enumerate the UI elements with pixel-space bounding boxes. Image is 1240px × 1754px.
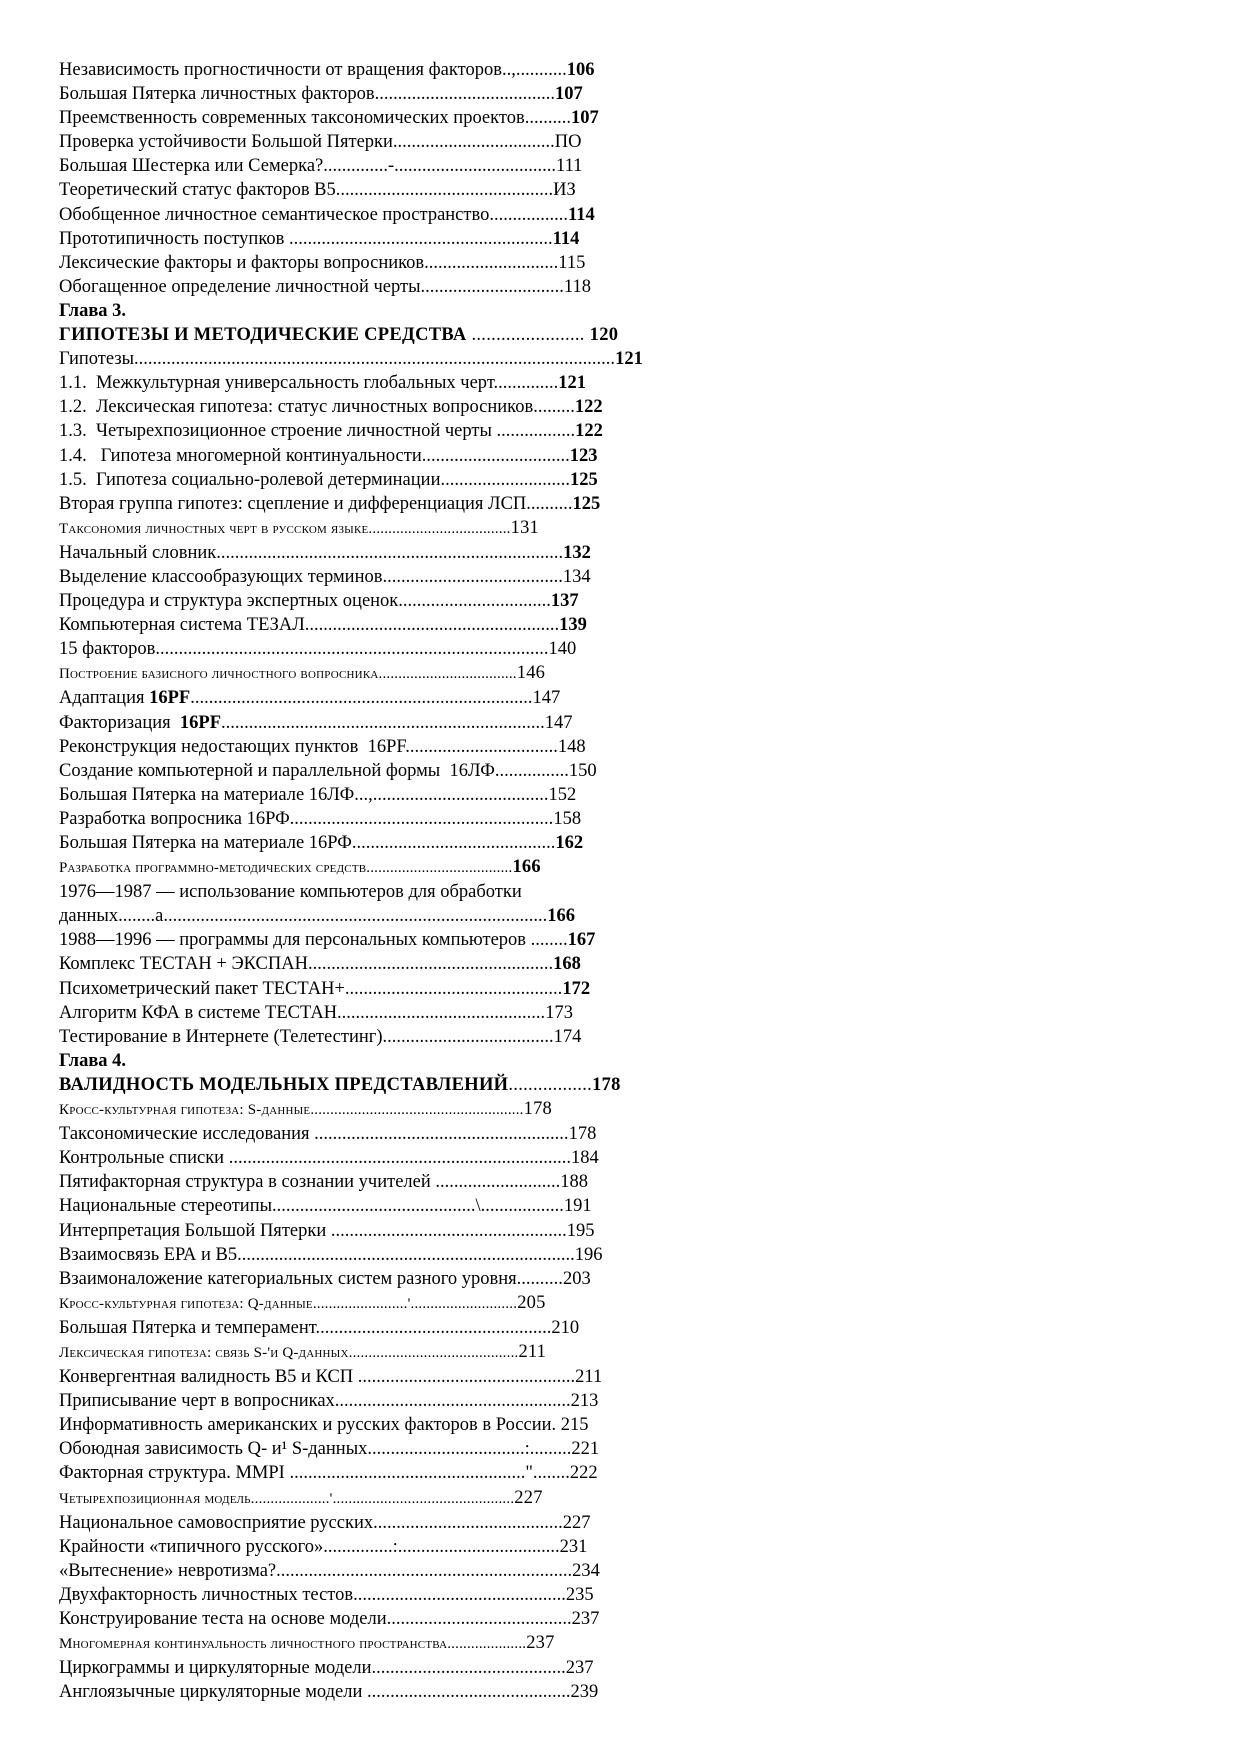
toc-entry: [59, 227, 1179, 251]
toc-entry: [59, 1535, 1179, 1559]
toc-entry: [59, 1025, 1179, 1049]
page-number: 188: [560, 1172, 588, 1193]
toc-entry: [59, 1267, 1179, 1291]
toc-entry-text: Циркограммы и циркуляторные модели..........................................: [59, 1658, 566, 1679]
page-number: 211: [518, 1341, 547, 1362]
page-number: 148: [557, 736, 586, 757]
table-of-contents: [59, 58, 1179, 1704]
toc-entry-text: Выделение классообразующих терминов.......................................: [59, 566, 563, 587]
toc-entry-text: Национальное самовосприятие русских.........................................: [59, 1512, 563, 1533]
page-number: 134: [562, 566, 591, 587]
toc-entry: [59, 1680, 1179, 1704]
toc-entry-text: Гипотезы........................................................................................................: [59, 349, 616, 370]
toc-entry: [59, 1001, 1179, 1025]
toc-entry: [59, 154, 1179, 178]
toc-entry: [59, 952, 1179, 976]
toc-entry: [59, 1607, 1179, 1631]
toc-entry-text: Лексические факторы и факторы вопросников.............................: [59, 252, 559, 273]
toc-entry: [59, 1291, 1179, 1316]
toc-entry-label: Адаптация: [59, 688, 150, 709]
toc-entry-text: Большая Пятерка и темперамент...................................................: [59, 1317, 552, 1338]
page-number: 152: [548, 784, 577, 805]
toc-entry: [59, 1122, 1179, 1146]
page-number: 234: [572, 1560, 600, 1581]
toc-entry-text: Двухфакторность личностных тестов..............................................: [59, 1584, 566, 1605]
page-number: 235: [565, 1584, 594, 1605]
page-number: 178: [568, 1124, 597, 1145]
toc-entry: [59, 565, 1179, 589]
toc-entry: [59, 1511, 1179, 1535]
page-number: 137: [550, 591, 579, 612]
page-number: 215: [560, 1415, 589, 1436]
toc-entry-text: Лексическая гипотеза: связь S-'и Q-данных...........................................: [59, 1344, 519, 1361]
toc-entry: [59, 1461, 1179, 1485]
toc-entry-text: 15 факторов.....................................................................................: [59, 639, 549, 660]
toc-entry: [59, 275, 1179, 299]
toc-entry: [59, 1413, 1179, 1437]
toc-entry-text: Психометрический пакет ТЕСТАН+...............................................: [59, 978, 563, 999]
page-number: ПО: [554, 132, 582, 153]
chapter-title: [59, 323, 1179, 347]
page-number: 162: [555, 833, 584, 853]
toc-entry: [59, 831, 1179, 855]
page-number: 178: [523, 1099, 552, 1120]
toc-entry: [59, 492, 1179, 516]
chapter-title: [59, 1073, 1179, 1097]
toc-entry: [59, 371, 1179, 395]
toc-entry: [59, 1340, 1179, 1365]
toc-entry: [59, 589, 1179, 613]
toc-entry: [59, 855, 1179, 880]
toc-entry-text: Обоюдная зависимость Q- и¹ S-данных..................................:.........: [59, 1439, 572, 1460]
chapter-heading: Глава 3.: [59, 300, 127, 321]
toc-entry-text: Независимость прогностичности от вращения факторов..,...........: [59, 60, 567, 80]
toc-entry-text: Взаимосвязь ЕРА и В5.........................................................................: [59, 1244, 575, 1265]
page-number: 147: [544, 712, 573, 733]
page-number: 166: [512, 857, 541, 878]
page-number: 172: [562, 978, 591, 999]
toc-entry: [59, 977, 1179, 1001]
toc-entry-text: Четырехпозиционная модель....................'..............................................: [59, 1490, 515, 1507]
page-number: 140: [548, 639, 577, 660]
toc-entry-text: Реконструкция недостающих пунктов 16PF.................................: [59, 736, 558, 757]
page-number: 123: [569, 445, 598, 466]
page-number: 121: [615, 349, 643, 370]
toc-entry-text: Начальный словник...........................................................................: [59, 542, 564, 563]
toc-entry-bold-label: 16PF: [179, 712, 222, 733]
toc-entry-text: данных........а...................................................................................: [59, 906, 548, 927]
toc-entry: [59, 1437, 1179, 1461]
toc-entry: [59, 1170, 1179, 1194]
toc-entry-bold-label: 16PF: [149, 688, 191, 709]
toc-entry-text: Обобщенное личностное семантическое пространство.................: [59, 204, 568, 225]
toc-entry: [59, 613, 1179, 637]
page-number: 196: [574, 1244, 603, 1265]
page-number: 115: [558, 252, 586, 273]
toc-entry: [59, 759, 1179, 783]
page-number: 132: [563, 542, 591, 563]
page-number: 166: [547, 906, 575, 927]
page-number: 114: [552, 228, 580, 249]
toc-entry-text: Проверка устойчивости Большой Пятерки...................................: [59, 132, 555, 153]
toc-entry: 1976—1987 — использование компьютеров для обработки: [59, 882, 522, 903]
toc-entry: [59, 130, 1179, 154]
page-number: 195: [566, 1220, 595, 1241]
toc-entry-text: Конструирование теста на основе модели........................................: [59, 1609, 572, 1629]
toc-entry: [59, 541, 1179, 565]
toc-entry: [59, 1243, 1179, 1267]
toc-entry: [59, 1219, 1179, 1243]
toc-entry-text: 1.4. Гипотеза многомерной континуальности................................: [59, 445, 570, 466]
toc-entry: [59, 1559, 1179, 1583]
toc-entry: [59, 1316, 1179, 1340]
toc-entry: [59, 1365, 1179, 1389]
page-number: 118: [563, 276, 591, 297]
toc-entry-text: Большая Шестерка или Семерка?..............-...................................: [59, 156, 557, 177]
page-number: 210: [551, 1317, 580, 1338]
toc-entry: [59, 106, 1179, 130]
toc-entry-text: 1.5. Гипотеза социально-ролевой детерминации............................: [59, 469, 570, 490]
toc-entry: [59, 928, 1179, 952]
page-number: 122: [575, 421, 603, 442]
toc-entry: [59, 82, 1179, 106]
chapter-title-text: ВАЛИДНОСТЬ МОДЕЛЬНЫХ ПРЕДСТАВЛЕНИЙ: [59, 1074, 509, 1095]
toc-entry-text: Разработка программно-методических средств.....................................: [59, 860, 513, 877]
toc-entry-text: Пятифакторная структура в сознании учителей ...........................: [59, 1172, 561, 1193]
toc-entry-text: Теоретический статус факторов В5...............................................: [59, 180, 554, 201]
toc-entry: [59, 1486, 1179, 1511]
toc-entry-text: Процедура и структура экспертных оценок.................................: [59, 591, 551, 612]
page-number: 168: [553, 954, 581, 975]
toc-entry-text: Создание компьютерной и параллельной формы 16ЛФ................: [59, 760, 569, 781]
page-number: 237: [526, 1633, 555, 1654]
toc-entry: [59, 1146, 1179, 1170]
leader-dots: .......................: [466, 325, 585, 346]
toc-entry-text: Взаимоналожение категориальных систем разного уровня..........: [59, 1268, 563, 1289]
toc-entry: [59, 178, 1179, 202]
page-number: 222: [569, 1463, 598, 1484]
page-number: 184: [570, 1148, 599, 1169]
toc-entry-text: Комплекс ТЕСТАН + ЭКСПАН.....................................................: [59, 954, 554, 975]
page-number: 167: [567, 930, 596, 951]
toc-entry-text: 1.3. Четырехпозиционное строение личностной черты .................: [59, 421, 576, 442]
toc-entry-text: 1988—1996 — программы для персональных компьютеров ........: [59, 930, 568, 951]
toc-entry: [59, 904, 1179, 928]
page-number: 139: [559, 615, 587, 636]
page-number: 203: [562, 1268, 591, 1289]
page-number: 211: [575, 1367, 603, 1388]
toc-entry: [59, 661, 1179, 686]
toc-entry: [59, 1097, 1179, 1122]
page-number: 121: [558, 373, 587, 394]
page-number: 150: [568, 760, 597, 781]
toc-entry: [59, 637, 1179, 661]
page-number: 158: [553, 808, 582, 829]
toc-entry-text: Кросс-культурная гипотеза: S-данные......................................................: [59, 1102, 524, 1119]
toc-entry: [59, 1583, 1179, 1607]
toc-entry: [59, 444, 1179, 468]
page-number: 178: [592, 1074, 621, 1095]
toc-entry-text: Построение базисного личностного вопросника...................................: [59, 666, 517, 683]
toc-entry: [59, 516, 1179, 541]
toc-entry-text: ..........................................................................: [190, 688, 533, 709]
page-number: 213: [570, 1391, 599, 1412]
page-number: 173: [545, 1002, 573, 1023]
toc-entry-text: Факторная структура. MMPI ..................................................."........: [59, 1463, 570, 1484]
toc-entry: [59, 1631, 1179, 1656]
page-number: 125: [572, 493, 601, 514]
page-number: 146: [516, 663, 546, 684]
toc-entry-text: Алгоритм КФА в системе ТЕСТАН.............................................: [59, 1002, 546, 1023]
page-number: 237: [565, 1658, 594, 1679]
leader-dots: .................: [508, 1074, 593, 1095]
page-number: 106: [566, 60, 595, 80]
toc-entry-text: Таксономия личностных черт в русском языке....................................: [59, 520, 511, 537]
toc-entry-text: Большая Пятерка на материале 16РФ............................................: [59, 833, 556, 853]
toc-entry-text: Прототипичность поступков .........................................................: [59, 228, 553, 249]
page-number: 227: [514, 1487, 543, 1508]
page-number: 231: [559, 1536, 588, 1557]
page-number: 205: [517, 1292, 546, 1313]
toc-entry-text: «Вытеснение» невротизма?................................................................: [59, 1560, 573, 1581]
toc-entry-text: Таксономические исследования .......................................................: [59, 1124, 569, 1145]
page-number: 221: [571, 1439, 600, 1460]
toc-entry-text: Кросс-культурная гипотеза: Q-данные........................'...........................: [59, 1295, 518, 1312]
toc-entry: [59, 735, 1179, 759]
toc-entry-text: Обогащенное определение личностной черты...............................: [59, 276, 564, 297]
page-number: 237: [571, 1609, 600, 1629]
toc-entry: [59, 686, 1179, 710]
page-number: 191: [563, 1196, 592, 1217]
page-number: 111: [556, 156, 583, 177]
toc-entry-text: Крайности «типичного русского»...............:...................................: [59, 1536, 560, 1557]
page-number: 227: [562, 1512, 591, 1533]
toc-entry: [59, 783, 1179, 807]
page-number: ИЗ: [553, 180, 576, 201]
toc-entry-text: Вторая группа гипотез: сцепление и дифференциация ЛСП..........: [59, 493, 573, 514]
toc-entry: [59, 1389, 1179, 1413]
toc-entry-text: Преемственность современных таксономических проектов..........: [59, 108, 571, 129]
toc-entry: [59, 347, 1179, 371]
toc-entry-text: Контрольные списки ..........................................................................: [59, 1148, 571, 1169]
toc-entry-text: 1.1. Межкультурная универсальность глобальных черт..............: [59, 373, 559, 394]
toc-entry-text: Конвергентная валидность В5 и КСП ...............................................: [59, 1367, 576, 1388]
toc-entry-text: Информативность американских и русских факторов в России.: [59, 1415, 561, 1436]
toc-entry-text: Большая Пятерка на материале 16ЛФ...,......................................: [59, 784, 549, 805]
toc-entry-text: Разработка вопросника 16РФ.........................................................: [59, 808, 554, 829]
toc-entry: [59, 468, 1179, 492]
chapter-title-text: ГИПОТЕЗЫ И МЕТОДИЧЕСКИЕ СРЕДСТВА: [59, 325, 467, 346]
page-number: 107: [555, 84, 583, 105]
page-number: 239: [570, 1682, 599, 1703]
page-number: 174: [553, 1026, 582, 1047]
toc-entry: [59, 711, 1179, 735]
toc-entry: [59, 58, 1179, 82]
toc-entry-text: Интерпретация Большой Пятерки ...................................................: [59, 1220, 567, 1241]
page-number: 114: [567, 204, 595, 225]
page-number: 122: [574, 397, 603, 418]
toc-entry-text: 1.2. Лексическая гипотеза: статус личностных вопросников.........: [59, 397, 575, 418]
toc-entry-text: ......................................................................: [221, 712, 545, 733]
toc-entry-text: Англоязычные циркуляторные модели ............................................: [59, 1682, 571, 1703]
toc-entry: [59, 807, 1179, 831]
page-number: 107: [570, 108, 599, 129]
page-number: 120: [584, 325, 619, 346]
toc-entry-text: Большая Пятерка личностных факторов.......................................: [59, 84, 556, 105]
toc-entry: [59, 251, 1179, 275]
toc-entry-text: Приписывание черт в вопросниках...................................................: [59, 1391, 571, 1412]
toc-entry-text: Тестирование в Интернете (Телетестинг).....................................: [59, 1026, 554, 1047]
toc-entry-text: Многомерная континуальность личностного пространства....................: [59, 1636, 527, 1653]
toc-entry: [59, 203, 1179, 227]
toc-entry: [59, 419, 1179, 443]
toc-entry: [59, 1656, 1179, 1680]
page-number: 125: [569, 469, 598, 490]
toc-entry: [59, 1194, 1179, 1218]
toc-entry-text: Компьютерная система ТЕЗАЛ.......................................................: [59, 615, 560, 636]
toc-entry-text: Национальные стереотипы............................................\..................: [59, 1196, 564, 1217]
page-number: 147: [532, 688, 561, 709]
toc-entry: [59, 395, 1179, 419]
chapter-heading: Глава 4.: [59, 1050, 127, 1071]
page-number: 131: [510, 517, 539, 538]
toc-entry-label: Факторизация: [59, 712, 180, 733]
